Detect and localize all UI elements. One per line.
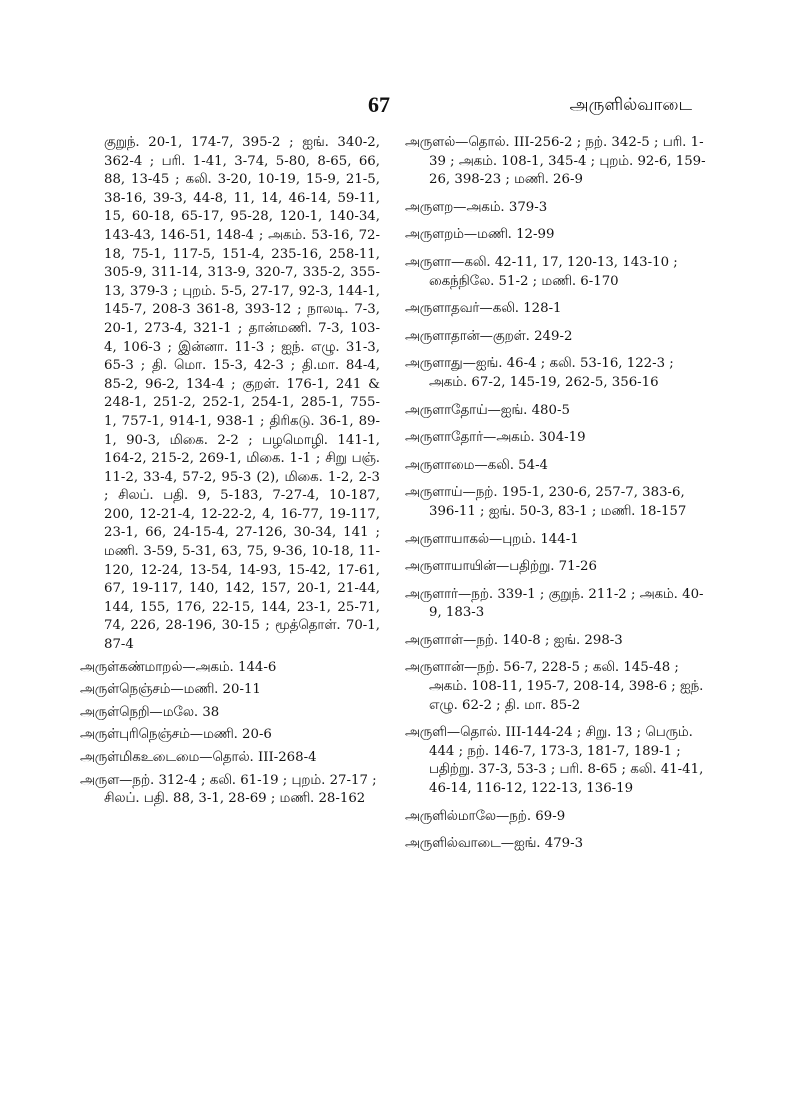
- page-number: 67: [368, 92, 390, 117]
- entry-headword: அருள்புரிநெஞ்சம்: [80, 727, 190, 743]
- entry-dash: —: [462, 485, 476, 501]
- entry-headword: அருளாதோர்: [405, 430, 484, 446]
- index-entry: [405, 659, 710, 715]
- index-entry: [405, 632, 710, 651]
- index-entry: [405, 558, 710, 577]
- entry-dash: —: [455, 135, 469, 150]
- entry-headword: அருளாது: [405, 356, 463, 372]
- entry-dash: —: [500, 836, 514, 852]
- entry-dash: —: [189, 727, 204, 743]
- continued-references: குறுந். 20-1, 174-7, 395-2 ; ஐங். 340-2, 362-4 ; பரி. 1-41, 3-74, 5-80, 8-65, 66, 88, 13-45 ; கலி. 3-20, 10-19, 15-9, 21-5, 38-16, 39-3, 44-8, 11, 14, 46-14, 59-11, 15, 60-18, 65-17, 95-28, 120-1, 140-34, 143-43, 146-51, 148-4 ; அகம். 53-16, 72-18, 75-1, 117-5, 151-4, 235-16, 258-11, 305-9, 311-14, 313-9, 320-7, 335-2, 355-13, 379-3 ; புறம். 5-5, 27-17, 92-3, 144-1, 145-7, 208-3 361-8, 393-12 ; நாலடி. 7-3, 20-1, 273-4, 321-1 ; தான்மணி. 7-3, 103-4, 106-3 ; இன்னா. 11-3 ; ஐந். எழு. 31-3, 65-3 ; தி. மொ. 15-3, 42-3 ; தி.மா. 84-4, 85-2, 96-2, 134-4 ; குறள். 176-1, 241 & 248-1, 251-2, 252-1, 254-1, 285-1, 755-1, 757-1, 914-1, 938-1 ; திரிகடு. 36-1, 89-1, 90-3, மிகை. 2-2 ; பழமொழி. 141-1, 164-2, 215-2, 269-1, மிகை. 1-1 ; சிறு பஞ். 11-2, 33-4, 57-2, 95-3 (2), மிகை. 1-2, 2-3 ; சிலப். பதி. 9, 5-183, 7-27-4, 10-187, 200, 12-21-4, 12-22-2, 4, 16-77, 19-117, 23-1, 66, 24-15-4, 27-126, 30-34, 141 ; மணி. 3-59, 5-31, 63, 75, 9-36, 10-18, 11-120, 12-24, 13-54, 14-93, 15-42, 17-61, 67, 19-117, 140, 142, 157, 20-1, 21-44, 144, 155, 176, 22-15, 144, 23-1, 25-71, 74, 226, 28-196, 30-15 ; மூத்தொள். 70-1, 87-4: [104, 135, 380, 653]
- entry-headword: அருள்நெஞ்சம்: [80, 682, 171, 698]
- entry-dash: —: [495, 559, 510, 575]
- entry-dash: —: [451, 254, 465, 270]
- index-entry: [405, 402, 710, 421]
- index-entry: [405, 134, 710, 190]
- index-entry: [405, 484, 710, 521]
- entry-dash: —: [463, 660, 478, 676]
- right-column: [405, 134, 710, 863]
- index-entry: [80, 659, 380, 678]
- entry-references: அகம். 379-3: [466, 199, 548, 215]
- entry-references: ஐங். 46-4 ; கலி. 53-16, 122-3 ; அகம். 67-2, 145-19, 262-5, 356-16: [429, 356, 674, 390]
- entry-references: நற். 312-4 ; கலி. 61-19 ; புறம். 27-17 ; சிலப். பதி. 88, 3-1, 28-69 ; மணி. 28-162: [104, 772, 377, 807]
- entry-references: அகம். 304-19: [496, 430, 586, 446]
- index-entry: [405, 328, 710, 347]
- entry-references: நற். 140-8 ; ஐங். 298-3: [476, 632, 623, 648]
- entry-references: ஐங். 480-5: [500, 402, 570, 418]
- running-head: அருளில்வாடை: [569, 95, 692, 115]
- entry-dash: —: [446, 725, 461, 741]
- page-header: [0, 92, 800, 122]
- entry-headword: அருளாதோய்: [405, 402, 488, 418]
- index-entry: [80, 704, 380, 723]
- entry-dash: —: [199, 750, 213, 765]
- index-entry: [80, 749, 380, 768]
- entry-dash: —: [149, 704, 163, 720]
- index-entry: [405, 199, 710, 218]
- entry-references: நற். 339-1 ; குறுந். 211-2 ; அகம். 40-9, 183-3: [429, 586, 704, 621]
- entry-references: பதிற்று. 71-26: [509, 559, 597, 575]
- entry-references: தொல். III-144-24 ; சிறு. 13 ; பெரும். 444 ; நற். 146-7, 173-3, 181-7, 189-1 ; பதிற்று. 37-3, 53-3 ; பரி. 8-65 ; கலி. 41-41, 46-14, 116-12, 122-13, 136-19: [429, 725, 704, 797]
- index-entry: [80, 726, 380, 745]
- entry-references: நற். 56-7, 228-5 ; கலி. 145-48 ; அகம். 108-11, 195-7, 208-14, 398-6 ; ஐந். எழு. 62-2 ; தி. மா. 85-2: [429, 660, 704, 713]
- entry-references: தொல். III-256-2 ; நற். 342-5 ; பரி. 1-39 ; அகம். 108-1, 345-4 ; புறம். 92-6, 159-26, 398-23 ; மணி. 26-9: [429, 135, 706, 188]
- entry-headword: அருளா: [405, 254, 452, 270]
- entry-dash: —: [483, 430, 497, 446]
- index-entry: [405, 808, 710, 827]
- entry-headword: அருளற: [405, 199, 454, 215]
- entry-headword: அருள்கண்மாறல்: [80, 659, 183, 675]
- entry-dash: —: [474, 457, 488, 473]
- index-entry: [405, 531, 710, 550]
- entry-dash: —: [182, 659, 196, 675]
- entry-headword: அருளில்மாலே: [405, 808, 496, 824]
- entry-dash: —: [479, 301, 493, 317]
- entry-references: கலி. 42-11, 17, 120-13, 143-10 ; கைந்நிலே. 51-2 ; மணி. 6-170: [429, 254, 678, 289]
- entry-headword: அருளாதவர்: [405, 301, 480, 317]
- entry-references: மலே. 38: [162, 704, 220, 720]
- entry-dash: —: [487, 402, 501, 418]
- index-entry: [405, 254, 710, 291]
- entry-dash: —: [170, 682, 184, 698]
- entry-dash: —: [453, 199, 467, 215]
- index-entry: [405, 457, 710, 476]
- entry-dash: —: [463, 227, 478, 243]
- entry-references: நற். 195-1, 230-6, 257-7, 383-6, 396-11 ; ஐங். 50-3, 83-1 ; மணி. 18-157: [429, 485, 687, 519]
- index-entry: [80, 681, 380, 700]
- entry-headword: அருள்மிகஉடைமை: [80, 750, 200, 765]
- entry-references: கலி. 128-1: [492, 301, 562, 317]
- index-entry: [405, 586, 710, 623]
- entry-dash: —: [462, 356, 476, 372]
- entry-references: மணி. 12-99: [477, 227, 555, 243]
- entry-dash: —: [458, 586, 472, 602]
- entry-references: நற். 69-9: [509, 808, 566, 824]
- entry-dash: —: [463, 632, 477, 648]
- index-entry: [405, 429, 710, 448]
- entry-dash: —: [119, 772, 133, 788]
- continued-entry: [80, 134, 380, 655]
- entry-headword: அருளறம்: [405, 227, 464, 243]
- entry-headword: அருளி: [405, 725, 447, 741]
- entry-references: அகம். 144-6: [195, 659, 277, 675]
- entry-dash: —: [495, 808, 510, 824]
- entry-references: குறள். 249-2: [492, 328, 573, 344]
- entry-headword: அருளல்: [405, 135, 456, 150]
- index-entry: [405, 300, 710, 319]
- entry-headword: அருள்நெறி: [80, 704, 150, 720]
- entry-headword: அருளாயாகல்: [405, 531, 489, 547]
- index-entry: [405, 724, 710, 798]
- entry-references: தொல். III-268-4: [212, 750, 317, 765]
- entry-dash: —: [488, 531, 503, 547]
- left-column: [80, 134, 380, 813]
- entry-headword: அருளார்: [405, 586, 458, 602]
- index-entry: [405, 835, 710, 854]
- entry-headword: அருளாள்: [405, 632, 464, 648]
- entry-headword: அருளாதான்: [405, 328, 480, 344]
- entry-references: மணி. 20-6: [203, 727, 272, 743]
- entry-references: மணி. 20-11: [183, 682, 261, 698]
- entry-references: ஐங். 479-3: [513, 836, 584, 852]
- entry-references: கலி. 54-4: [487, 457, 549, 473]
- entry-dash: —: [479, 328, 493, 344]
- entry-headword: அருளாயாயின்: [405, 559, 496, 575]
- entry-headword: அருளில்வாடை: [405, 836, 501, 852]
- index-entry: [405, 226, 710, 245]
- entry-headword: அருளான்: [405, 660, 464, 676]
- entry-headword: அருளாய்: [405, 485, 463, 501]
- entry-headword: அருள: [80, 772, 120, 788]
- index-entry: [405, 355, 710, 392]
- index-entry: [80, 772, 380, 809]
- entry-references: புறம். 144-1: [502, 531, 579, 547]
- entry-headword: அருளாமை: [405, 457, 475, 473]
